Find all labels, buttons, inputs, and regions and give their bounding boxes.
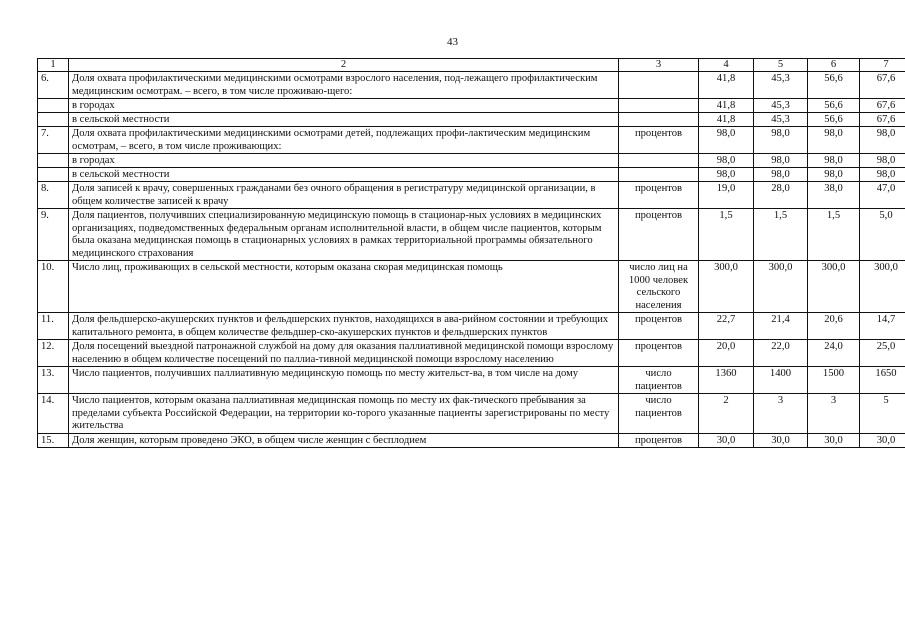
value-cell: 98,0	[754, 168, 808, 182]
value-cell: 1,5	[808, 209, 860, 261]
unit-cell: процентов	[619, 182, 699, 209]
value-cell: 22,7	[699, 313, 754, 340]
value-cell: 20,0	[699, 340, 754, 367]
row-number: 11.	[38, 313, 69, 340]
table-row	[38, 340, 905, 367]
indicator-name: Доля женщин, которым проведено ЭКО, в общем числе женщин с бесплодием	[69, 433, 619, 448]
value-cell: 1,5	[699, 209, 754, 261]
value-cell: 1400	[754, 367, 808, 394]
row-number: 13.	[38, 367, 69, 394]
value-cell: 98,0	[699, 168, 754, 182]
value-cell: 30,0	[808, 433, 860, 448]
row-number: 7.	[38, 127, 69, 154]
unit-cell: процентов	[619, 340, 699, 367]
indicator-name: Доля охвата профилактическими медицинскими осмотрами взрослого населения, под-лежащего профилактическим медицинским осмотрам. – всего, в том числе проживаю-щего:	[69, 72, 619, 99]
unit-cell: процентов	[619, 127, 699, 154]
indicator-name: в сельской местности	[69, 113, 619, 127]
indicator-name: в сельской местности	[69, 168, 619, 182]
unit-cell: число пациентов	[619, 394, 699, 434]
row-number: 14.	[38, 394, 69, 434]
row-number: 10.	[38, 261, 69, 313]
value-cell: 5	[860, 394, 905, 434]
value-cell: 98,0	[754, 154, 808, 168]
value-cell: 30,0	[754, 433, 808, 448]
table-row	[38, 394, 905, 434]
row-number: 8.	[38, 182, 69, 209]
value-cell: 41,8	[699, 113, 754, 127]
table-row	[38, 433, 905, 448]
value-cell: 41,8	[699, 99, 754, 113]
table-row	[38, 127, 905, 154]
value-cell: 1500	[808, 367, 860, 394]
value-cell: 45,3	[754, 113, 808, 127]
value-cell: 14,7	[860, 313, 905, 340]
value-cell: 98,0	[808, 154, 860, 168]
table-row	[38, 113, 905, 127]
value-cell: 5,0	[860, 209, 905, 261]
value-cell: 56,6	[808, 113, 860, 127]
value-cell: 300,0	[860, 261, 905, 313]
value-cell: 38,0	[808, 182, 860, 209]
row-number: 9.	[38, 209, 69, 261]
value-cell: 21,4	[754, 313, 808, 340]
value-cell: 25,0	[860, 340, 905, 367]
indicator-name: Доля охвата профилактическими медицинскими осмотрами детей, подлежащих профи-лактическим медицинским осмотрам, – всего, в том числе проживающих:	[69, 127, 619, 154]
unit-cell: процентов	[619, 209, 699, 261]
table-row	[38, 154, 905, 168]
value-cell: 1650	[860, 367, 905, 394]
table-row	[38, 99, 905, 113]
value-cell: 67,6	[860, 99, 905, 113]
value-cell: 41,8	[699, 72, 754, 99]
header-cell: 7	[860, 59, 905, 72]
header-cell: 5	[754, 59, 808, 72]
value-cell: 47,0	[860, 182, 905, 209]
table-row	[38, 168, 905, 182]
value-cell: 45,3	[754, 72, 808, 99]
indicator-name: Число лиц, проживающих в сельской местности, которым оказана скорая медицинская помощь	[69, 261, 619, 313]
row-number	[38, 168, 69, 182]
row-number: 12.	[38, 340, 69, 367]
value-cell: 98,0	[860, 154, 905, 168]
table-row	[38, 182, 905, 209]
value-cell: 3	[754, 394, 808, 434]
value-cell: 28,0	[754, 182, 808, 209]
indicator-name: Доля посещений выездной патронажной службой на дому для оказания паллиативной медицинской помощи взрослому населению в общем количестве посещений по паллиа-тивной медицинской помощи взрослому населению	[69, 340, 619, 367]
table-row	[38, 209, 905, 261]
indicator-name: в городах	[69, 154, 619, 168]
value-cell: 98,0	[699, 127, 754, 154]
value-cell: 300,0	[699, 261, 754, 313]
header-cell: 3	[619, 59, 699, 72]
value-cell: 22,0	[754, 340, 808, 367]
row-number	[38, 154, 69, 168]
value-cell: 98,0	[860, 127, 905, 154]
value-cell: 30,0	[860, 433, 905, 448]
value-cell: 300,0	[754, 261, 808, 313]
value-cell: 56,6	[808, 99, 860, 113]
unit-cell: число лиц на 1000 человек сельского населения	[619, 261, 699, 313]
value-cell: 30,0	[699, 433, 754, 448]
value-cell: 300,0	[808, 261, 860, 313]
indicators-table	[37, 58, 905, 448]
value-cell: 67,6	[860, 72, 905, 99]
header-cell: 2	[69, 59, 619, 72]
value-cell: 3	[808, 394, 860, 434]
value-cell: 98,0	[860, 168, 905, 182]
indicator-name: Доля фельдшерско-акушерских пунктов и фельдшерских пунктов, находящихся в ава-рийном состоянии и требующих капитального ремонта, в общем количестве фельдшер-ско-акушерских пунктов и фельдшерских пунктов	[69, 313, 619, 340]
value-cell: 19,0	[699, 182, 754, 209]
page-number: 43	[447, 36, 458, 48]
value-cell: 56,6	[808, 72, 860, 99]
header-cell: 4	[699, 59, 754, 72]
row-number	[38, 113, 69, 127]
indicator-name: в городах	[69, 99, 619, 113]
header-row	[38, 59, 905, 72]
indicator-name: Число пациентов, которым оказана паллиативная медицинская помощь по месту их фак-тического пребывания за пределами субъекта Российской Федерации, на территории ко-торого указанные пациенты зарегистрированы по месту жительства	[69, 394, 619, 434]
unit-cell	[619, 168, 699, 182]
table-row	[38, 72, 905, 99]
unit-cell: процентов	[619, 433, 699, 448]
table-row	[38, 367, 905, 394]
table-row	[38, 261, 905, 313]
value-cell: 1360	[699, 367, 754, 394]
indicator-name: Доля пациентов, получивших специализированную медицинскую помощь в стационар-ных условиях в медицинских организациях, подведомственных федеральным органам исполнительной власти, в общем числе пациентов, которым была оказана медицинская помощь в стационарных условиях в рамках территориальной программы обязательного медицинского страхования	[69, 209, 619, 261]
unit-cell	[619, 72, 699, 99]
unit-cell: число пациентов	[619, 367, 699, 394]
value-cell: 24,0	[808, 340, 860, 367]
value-cell: 98,0	[699, 154, 754, 168]
unit-cell	[619, 113, 699, 127]
row-number: 6.	[38, 72, 69, 99]
value-cell: 45,3	[754, 99, 808, 113]
header-cell: 6	[808, 59, 860, 72]
indicator-name: Число пациентов, получивших паллиативную медицинскую помощь по месту жительст-ва, в том числе на дому	[69, 367, 619, 394]
row-number: 15.	[38, 433, 69, 448]
value-cell: 67,6	[860, 113, 905, 127]
value-cell: 98,0	[808, 127, 860, 154]
value-cell: 2	[699, 394, 754, 434]
unit-cell: процентов	[619, 313, 699, 340]
row-number	[38, 99, 69, 113]
header-cell: 1	[38, 59, 69, 72]
value-cell: 98,0	[808, 168, 860, 182]
unit-cell	[619, 154, 699, 168]
table-row	[38, 313, 905, 340]
unit-cell	[619, 99, 699, 113]
value-cell: 98,0	[754, 127, 808, 154]
indicator-name: Доля записей к врачу, совершенных гражданами без очного обращения в регистратуру медицинской организации, в общем количестве записей к врачу	[69, 182, 619, 209]
value-cell: 1,5	[754, 209, 808, 261]
value-cell: 20,6	[808, 313, 860, 340]
